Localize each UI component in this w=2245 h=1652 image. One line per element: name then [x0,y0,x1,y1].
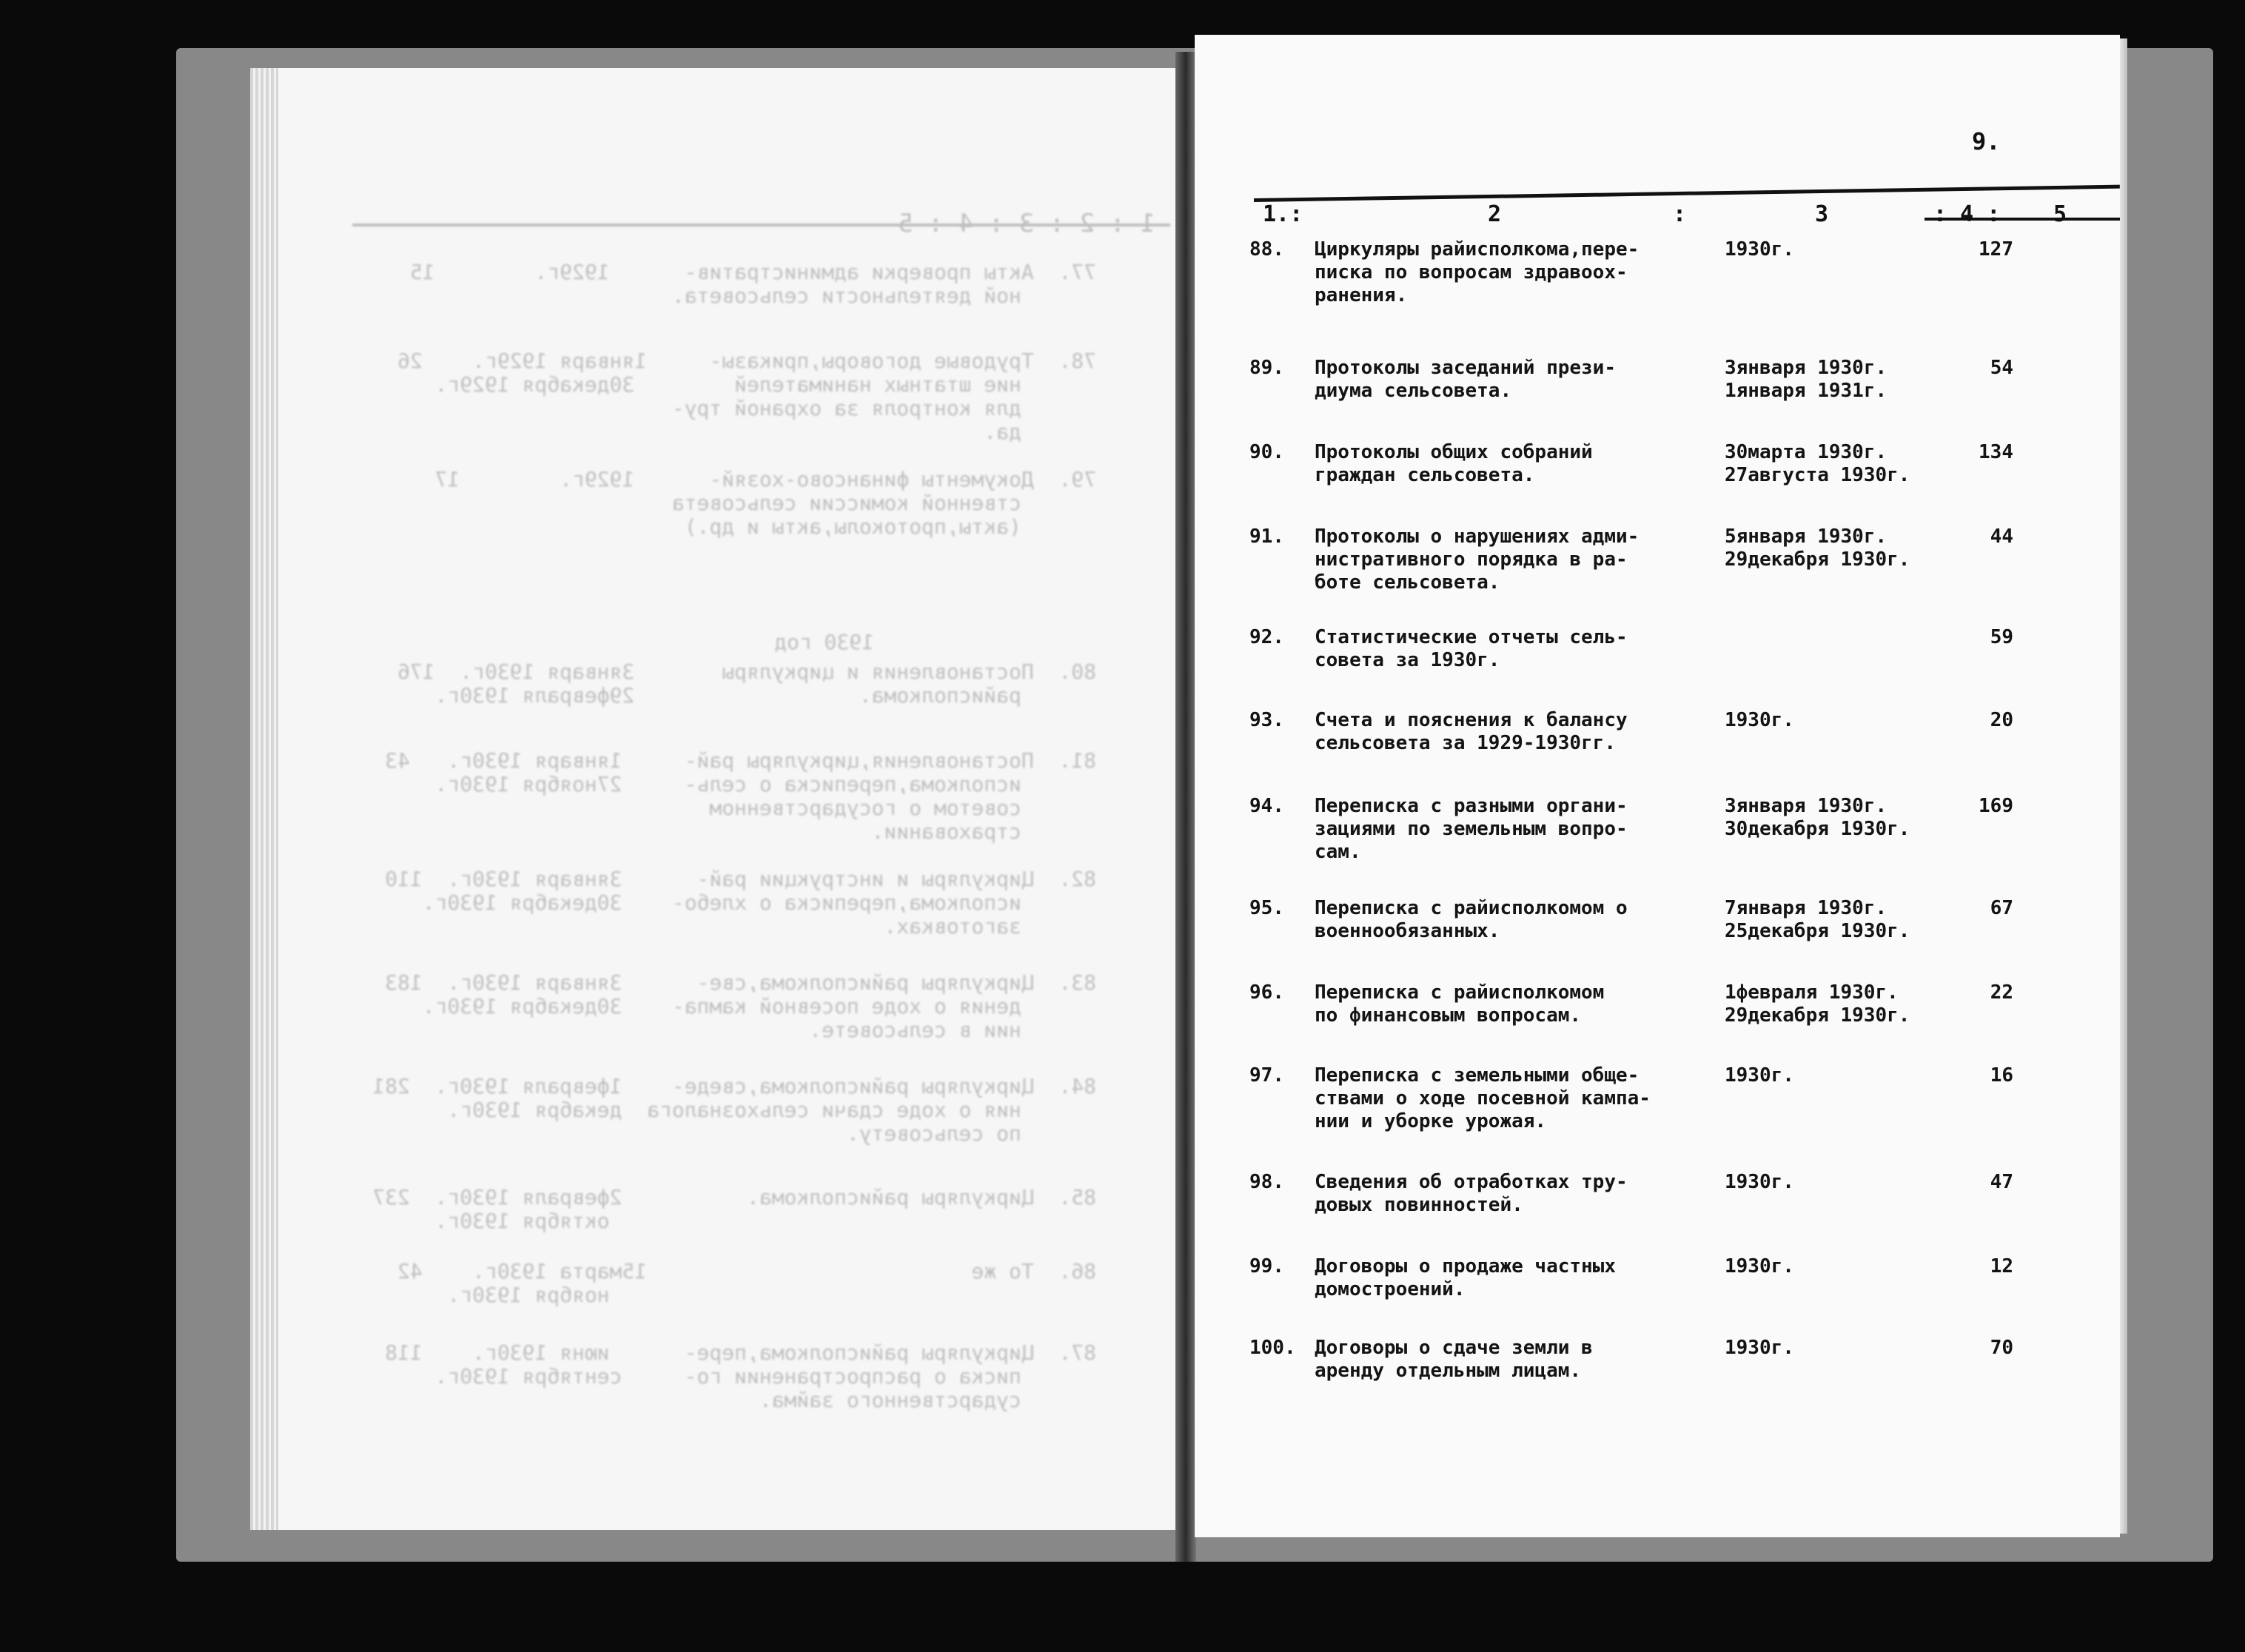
item-number: 94. [1249,795,1284,817]
item-number: 92. [1249,626,1284,648]
item-number: 89. [1249,357,1284,379]
item-number: 91. [1249,526,1284,548]
page-stack-edge [250,68,278,1530]
item-pages: 12 [1990,1255,2013,1277]
item-pages: 127 [1979,238,2013,261]
item-title: Протоколы общих собраний граждан сельсовета. [1315,441,1593,486]
item-pages: 44 [1990,526,2013,548]
page-number: 9. [1972,127,2001,155]
item-number: 88. [1249,238,1284,261]
item-number: 96. [1249,981,1284,1004]
item-title: Циркуляры райисполкома,пере- писка по вопросам здравоох- ранения. [1315,238,1640,306]
item-title: Переписка с райисполкомом по финансовым вопросам. [1315,981,1605,1027]
item-date: 1930г. [1725,709,1794,731]
item-pages: 134 [1979,441,2013,463]
left-page-bleedthrough [278,68,1185,1530]
item-title: Переписка с райисполкомом о военнообязанных. [1315,897,1628,942]
item-date: 1930г. [1725,1255,1794,1277]
item-number: 93. [1249,709,1284,731]
item-pages: 20 [1990,709,2013,731]
item-title: Протоколы заседаний прези- диума сельсовета. [1315,357,1616,402]
item-date: 1февраля 1930г. 29декабря 1930г. [1725,981,1910,1027]
item-number: 99. [1249,1255,1284,1277]
item-pages: 54 [1990,357,2013,379]
item-number: 90. [1249,441,1284,463]
item-title: Договоры о продаже частных домостроений. [1315,1255,1616,1300]
item-title: Переписка с разными органи- зациями по земельным вопро- сам. [1315,795,1628,863]
item-date: 1930г. [1725,1171,1794,1193]
item-title: Статистические отчеты сель- совета за 1930г. [1315,626,1628,671]
item-title: Счета и пояснения к балансу сельсовета за 1929-1930гг. [1315,709,1628,754]
item-title: Протоколы о нарушениях адми- нистративного порядка в ра- боте сельсовета. [1315,526,1640,594]
item-number: 100. [1249,1337,1296,1359]
item-pages: 16 [1990,1064,2013,1087]
item-date: 3января 1930г. 30декабря 1930г. [1725,795,1910,840]
item-pages: 59 [1990,626,2013,648]
item-pages: 67 [1990,897,2013,919]
right-page-edge [2120,38,2127,1534]
header-col-4: : 4 : [1933,201,2001,227]
header-col-1: 1.: [1263,201,1303,227]
item-number: 95. [1249,897,1284,919]
header-col-5: 5 [2053,201,2067,227]
item-title: Договоры о сдаче земли в аренду отдельным лицам. [1315,1337,1593,1382]
item-title: Сведения об отработках тру- довых повинностей. [1315,1171,1628,1216]
item-title: Переписка с земельными обще- ствами о ходе посевной кампа- нии и уборке урожая. [1315,1064,1651,1132]
item-pages: 70 [1990,1337,2013,1359]
item-number: 97. [1249,1064,1284,1087]
book-gutter [1175,52,1196,1562]
mirrored-bleedthrough-text: 1 : 2 : 3 : 4 : 5 77. Акты проверки административ- 1929г. 15 ной деятельности сельсовета. 78. Трудовые договоры,приказы- 1января 1929г. 26 ние штатных нанимателей 30декабря 1929г. для контроля за охраной тру- да. 79. Документы финансово-хозяй- 1929г. 17 ственной комиссии сельсовета (акты,протоколы,акты и др.) 1930 год 80. Постановления и циркуляры 3января 1930г. 176 райисполкома. 29февраля 1930г. 81. Постановления,циркуляры рай- 1января 1930г. 43 исполкома,переписка о сель- 27ноября 1930г. советом о государственном страховании. 82. Циркуляры и инструкции рай- 3января 1930г. 110 исполкома,переписка о хлебо- 30декабря 1930г. заготовках. 83. Циркуляры райисполкома,све- 3января 1930г. 183 дения о ходе посевной кампа- 30декабря 1930г. нии в сельсовете. 84. Циркуляры райисполкома,сведе- 1февраля 1930г. 281 ния о ходе сдачи сельхозналога декабря 1930г. по сельсовету. 85. Циркуляры райисполкома. 2февраля 1930г. 237 октября 1930г. 86. То же 15марта 1930г. 42 ноября 1930г. 87. Циркуляры райисполкома,пере- июня 1930г. 118 писка о распространении го- сентября 1930г. сударственного займа. [278,68,1185,1530]
ghost-header: 1 : 2 : 3 : 4 : 5 [898,209,1155,238]
item-pages: 169 [1979,795,2013,817]
item-pages: 22 [1990,981,2013,1004]
item-date: 5января 1930г. 29декабря 1930г. [1725,526,1910,571]
item-pages: 47 [1990,1171,2013,1193]
item-date: 30марта 1930г. 27августа 1930г. [1725,441,1910,486]
header-col-3: 3 [1815,201,1829,227]
header-separator: : [1673,201,1687,227]
item-date: 3января 1930г. 1января 1931г. [1725,357,1887,402]
item-date: 1930г. [1725,1337,1794,1359]
header-col-2: 2 [1488,201,1502,227]
item-date: 1930г. [1725,238,1794,261]
item-date: 7января 1930г. 25декабря 1930г. [1725,897,1910,942]
item-number: 98. [1249,1171,1284,1193]
item-date: 1930г. [1725,1064,1794,1087]
